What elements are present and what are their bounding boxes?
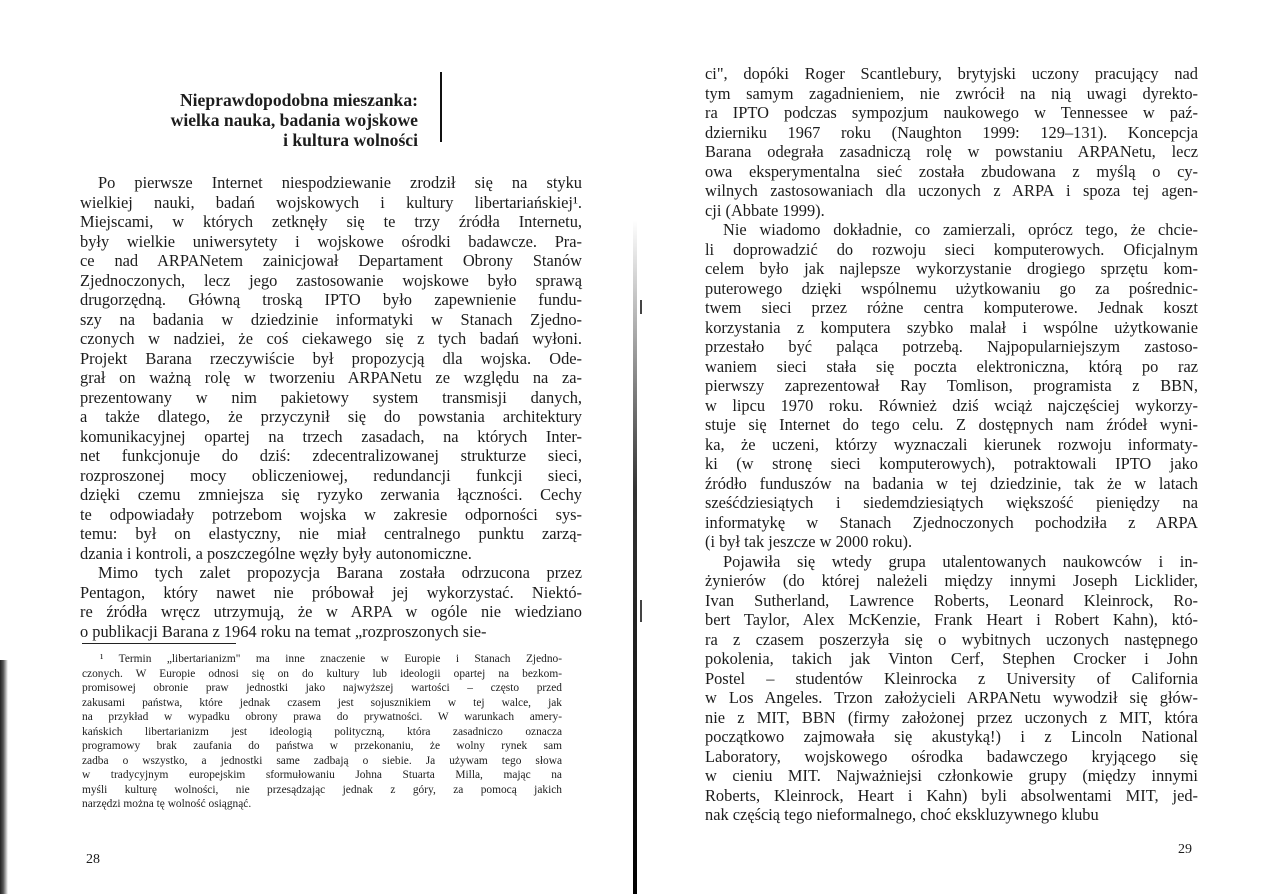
text-line: wilnych zastosowaniach dla uczonych z ARPA i spoza tej agen-	[705, 181, 1198, 200]
text-line: Mimo tych zalet propozycja Barana została odrzucona przez	[98, 563, 582, 582]
footnote-line: zadba o wszystko, a jednostki same zadbają o siebie. Ja używam tego słowa	[82, 754, 562, 767]
footnote-line: promisowej obronie praw jednostki jako najwyższej wartości – często przed	[82, 682, 562, 694]
text-line: o publikacji Barana z 1964 roku na temat „rozproszonych sie-	[80, 621, 487, 641]
text-line: stuje się Internet do tego celu. Z dostępnych nam źródeł wyni-	[705, 415, 1198, 434]
text-line: były wielkie uniwersytety i wojskowe ośrodki badawcze. Pra-	[80, 231, 582, 251]
text-line: tym samym zagadnieniem, nie zwrócił na nią uwagi dyrekto-	[705, 83, 1198, 103]
heading-rule	[440, 72, 442, 142]
right-body-text	[705, 64, 1198, 825]
text-line: Po pierwsze Internet niespodziewanie zrodził się na styku	[98, 173, 582, 192]
text-line: Roberts, Kleinrock, Heart i Kahn) byli absolwentami MIT, jed-	[705, 785, 1198, 805]
text-line: dzięki czemu zmniejsza się ryzyko zerwania łączności. Cechy	[80, 485, 582, 504]
text-line: nie z MIT, BBN (firmy założonej przez uczonych z MIT, która	[705, 707, 1198, 727]
text-line: w lipcu 1970 roku. Również dziś wciąż najczęściej wykorzy-	[705, 395, 1198, 415]
footnote-line: na przykład w wypadku obrony prawa do prywatności. W warunkach amery-	[82, 711, 562, 723]
text-line: a także dlatego, że przyczynił się do powstania architektury	[80, 407, 582, 426]
text-line: wielkiej nauki, badań wojskowych i kultury libertariańskiej¹.	[80, 192, 582, 212]
text-line: Projekt Barana rzeczywiście był propozycją dla wojska. Ode-	[80, 348, 582, 368]
text-line: w cieniu MIT. Najważniejsi członkowie grupy (między innymi	[705, 766, 1198, 785]
footnote-line: kańskich libertarianizm jest ideologią polityczną, która zasadniczo oznacza	[82, 725, 562, 738]
text-line: szy na badania w dziedzinie informatyki w Stanach Zjedno-	[80, 309, 582, 329]
heading-line: wielka nauka, badania wojskowe	[170, 110, 418, 130]
text-line: czonych w nadziei, że coś ciekawego się z tych badań wyłoni.	[80, 329, 582, 348]
text-line: informatykę w Stanach Zjednoczonych pochodziła z ARPA	[705, 512, 1198, 532]
text-line: nak częścią tego nieformalnego, choć ekskluzywnego klubu	[705, 805, 1099, 824]
text-line: pierwszy zaprezentował Ray Tomlison, programista z BBN,	[705, 376, 1198, 395]
text-line: ra IPTO podczas sympozjum naukowego w Tennessee w paź-	[705, 103, 1198, 122]
footnote-line: myśli kulturę wolności, nie przesądzając jednak z góry, za pomocą jakich	[82, 783, 562, 796]
text-line: ci", dopóki Roger Scantlebury, brytyjski uczony pracujący nad	[705, 64, 1198, 83]
text-line: grał on ważną rolę w tworzeniu ARPANetu ze względu na za-	[80, 368, 582, 387]
text-line: początkowo zajmowała się akustyką!) i z Lincoln National	[705, 727, 1198, 746]
right-page	[631, 0, 1262, 894]
text-line: temu: był on elastyczny, nie miał centralnego punktu zarzą-	[80, 524, 582, 543]
text-line: ki (w stronę sieci komputerowych), potraktowali IPTO jako	[705, 454, 1198, 473]
text-line: Laboratory, wojskowego ośrodka badawczego kryjącego się	[705, 746, 1198, 766]
footnote-line: w tradycyjnym europejskim sformułowaniu Johna Stuarta Milla, mając na	[82, 769, 562, 781]
text-line: źródło funduszów na badania w tej dziedzinie, tak że w latach	[705, 473, 1198, 493]
text-line: re źródła wręcz utrzymują, że w ARPA w ogóle nie wiedziano	[80, 602, 582, 621]
section-heading	[96, 90, 418, 150]
page-edge-shadow	[0, 660, 8, 894]
text-line: Pojawiła się wtedy grupa utalentowanych naukowców i in-	[723, 551, 1198, 571]
text-line: celem było jak najlepsze wykorzystanie drogiego sprzętu kom-	[705, 259, 1198, 278]
text-line: pokolenia, takich jak Vinton Cerf, Stephen Crocker i John	[705, 649, 1198, 668]
text-line: dzania i kontroli, a poszczególne węzły były autonomiczne.	[80, 543, 472, 563]
text-line: Nie wiadomo dokładnie, co zamierzali, oprócz tego, że chcie-	[723, 220, 1198, 239]
text-line: korzystania z komputera szybko malał i wspólne użytkowanie	[705, 317, 1198, 337]
heading-line: Nieprawdopodobna mieszanka:	[179, 90, 418, 110]
text-line: li doprowadzić do rozwoju sieci komputerowych. Oficjalnym	[705, 239, 1198, 259]
text-line: prezentowany w nim pakietowy system transmisji danych,	[80, 387, 582, 407]
text-line: Pentagon, który nawet nie próbował jej wykorzystać. Niektó-	[80, 582, 582, 602]
text-line: żynierów (do której należeli między innymi Joseph Licklider,	[705, 571, 1198, 590]
text-line: twem sieci przez różne centra komputerowe. Jednak koszt	[705, 298, 1198, 317]
text-line: drugorzędną. Główną troską IPTO było zapewnienie fundu-	[80, 290, 582, 309]
text-line: puterowego dzięki wspólnemu użytkowaniu go za pośrednic-	[705, 278, 1198, 298]
text-line: Postel – studentów Kleinrocka z University of California	[705, 668, 1198, 688]
text-line: w Los Angeles. Trzon założycieli ARPANetu wywodził się głów-	[705, 688, 1198, 707]
footnote-line: ¹ Termin „libertarianizm" ma inne znaczenie w Europie i Stanach Zjedno-	[100, 653, 562, 665]
text-line: komunikacyjnej opartej na trzech zasadach, na których Inter-	[80, 426, 582, 446]
footnote-rule	[82, 643, 236, 644]
text-line: rozproszonej mocy obliczeniowej, redundancji funkcji sieci,	[80, 465, 582, 485]
heading-line: i kultura wolności	[283, 130, 418, 150]
footnote	[82, 652, 562, 812]
footnote-line: narzędzi można tę wolność osiągnąć.	[82, 798, 252, 810]
text-line: cji (Abbate 1999).	[705, 200, 825, 220]
text-line: te odpowiadały potrzebom wojska w zakresie odporności sys-	[80, 504, 582, 524]
text-line: Zjednoczonych, lecz jego zastosowanie wojskowe było sprawą	[80, 270, 582, 290]
footnote-line: zakusami państwa, które jednak czasem jest sojusznikiem w tej walce, jak	[82, 696, 562, 709]
text-line: (i był tak jeszcze w 2000 roku).	[705, 532, 913, 551]
text-line: sześćdziesiątych i siedemdziesiątych większość pieniędzy na	[705, 493, 1198, 512]
left-body-text	[80, 173, 582, 641]
page-number: 28	[86, 852, 100, 867]
footnote-line: programowy brak zaufania do państwa w przekonaniu, że wolny rynek sam	[82, 740, 562, 752]
text-line: bert Taylor, Alex McKenzie, Frank Heart i Robert Kahn), któ-	[705, 610, 1198, 629]
text-line: dzierniku 1967 roku (Naughton 1999: 129–131). Koncepcja	[705, 122, 1198, 142]
text-line: ra z czasem poszerzyła się o wybitnych uczonych następnego	[705, 629, 1198, 649]
text-line: Miejscami, w których zetknęły się te trzy źródła Internetu,	[80, 212, 582, 231]
text-line: net funkcjonuje do dziś: zdecentralizowanej strukturze sieci,	[80, 446, 582, 465]
footnote-line: czonych. W Europie odnosi się on do kultury lub ideologii opartej na bezkom-	[82, 667, 562, 680]
text-line: Ivan Sutherland, Lawrence Roberts, Leonard Kleinrock, Ro-	[705, 590, 1198, 610]
page-number: 29	[1178, 842, 1192, 857]
text-line: ka, że uczeni, którzy wyznaczali kierunek rozwoju informaty-	[705, 434, 1198, 454]
text-line: przestało być paląca potrzebą. Najpopularniejszym zastoso-	[705, 337, 1198, 356]
text-line: owa eksperymentalna sieć została zbudowana z myślą o cy-	[705, 161, 1198, 181]
text-line: waniem sieci stała się poczta elektroniczna, którą po raz	[705, 356, 1198, 376]
text-line: ce nad ARPANetem zainicjował Departament Obrony Stanów	[80, 251, 582, 270]
text-line: Barana odegrała zasadniczą rolę w powstaniu ARPANetu, lecz	[705, 142, 1198, 161]
